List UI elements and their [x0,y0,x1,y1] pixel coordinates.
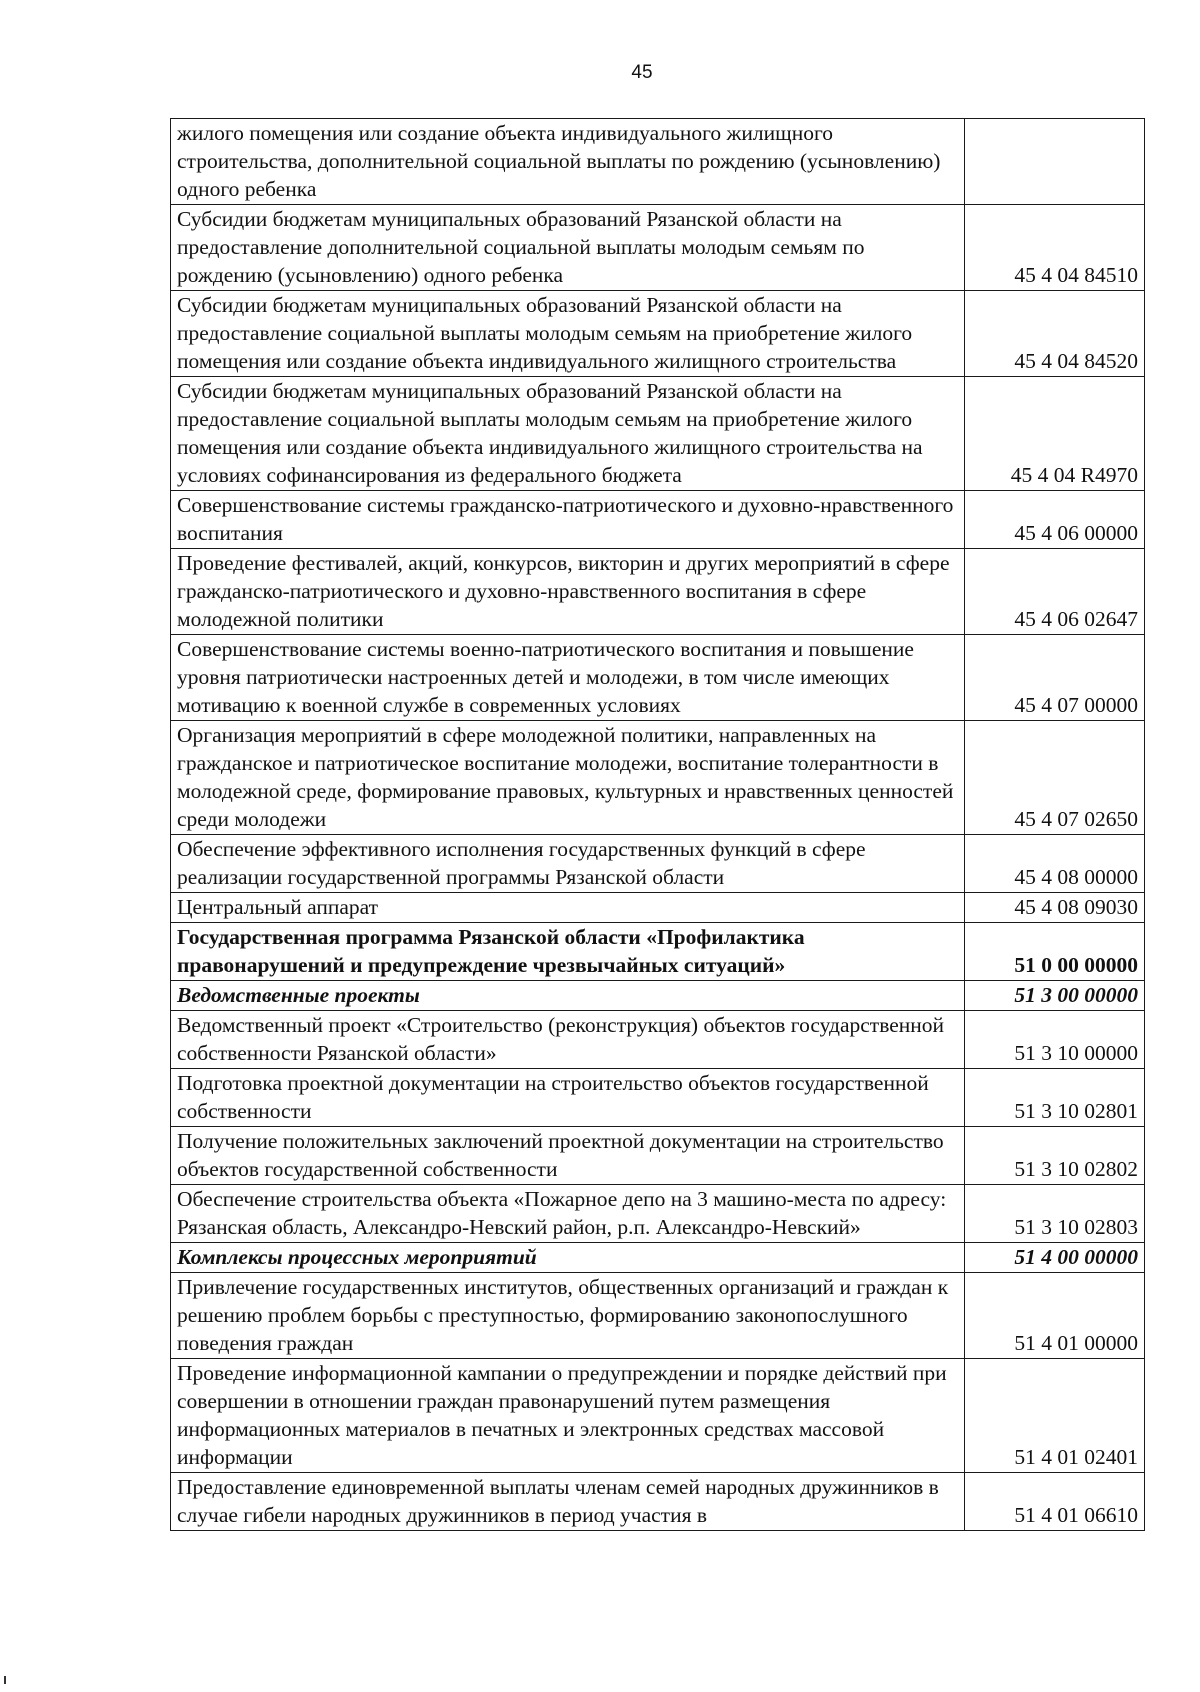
scan-edge-mark [4,1676,6,1684]
table-row [171,377,1145,491]
row-code-cell: 51 4 00 00000 [965,1243,1145,1273]
row-code-cell: 51 4 01 02401 [965,1359,1145,1473]
table-row [171,721,1145,835]
row-name-cell: жилого помещения или создание объекта индивидуального жилищного строительства, дополнительной социальной выплаты по рождению (усыновлению) одного ребенка [171,119,965,205]
table-row-section [171,981,1145,1011]
row-code-cell: 45 4 04 84510 [965,205,1145,291]
row-code-cell: 45 4 08 09030 [965,893,1145,923]
budget-classification-table [170,118,1145,1531]
table-row [171,119,1145,205]
table-row [171,1473,1145,1531]
table-row [171,1127,1145,1185]
table-row [171,205,1145,291]
row-name-cell: Ведомственный проект «Строительство (реконструкция) объектов государственной собственности Рязанской области» [171,1011,965,1069]
row-name-cell: Привлечение государственных институтов, общественных организаций и граждан к решению проблем борьбы с преступностью, формированию законопослушного поведения граждан [171,1273,965,1359]
row-code-cell: 51 3 10 02801 [965,1069,1145,1127]
row-code-cell: 51 3 00 00000 [965,981,1145,1011]
table-row [171,491,1145,549]
row-code-cell: 51 0 00 00000 [965,923,1145,981]
row-name-cell: Организация мероприятий в сфере молодежной политики, направленных на гражданское и патриотическое воспитание молодежи, воспитание толерантности в молодежной среде, формирование правовых, культурных и нравственных ценностей среди молодежи [171,721,965,835]
row-code-cell: 51 4 01 00000 [965,1273,1145,1359]
row-name-cell: Центральный аппарат [171,893,965,923]
row-name-cell: Получение положительных заключений проектной документации на строительство объектов государственной собственности [171,1127,965,1185]
page-number: 45 [631,62,653,83]
row-code-cell: 45 4 04 84520 [965,291,1145,377]
table-row [171,1359,1145,1473]
row-name-cell: Совершенствование системы гражданско-патриотического и духовно-нравственного воспитания [171,491,965,549]
row-code-cell: 45 4 08 00000 [965,835,1145,893]
row-code-cell: 45 4 04 R4970 [965,377,1145,491]
row-name-cell: Предоставление единовременной выплаты членам семей народных дружинников в случае гибели народных дружинников в период участия в [171,1473,965,1531]
row-name-cell: Субсидии бюджетам муниципальных образований Рязанской области на предоставление социальной выплаты молодым семьям на приобретение жилого помещения или создание объекта индивидуального жилищного строительства на условиях софинансирования из федерального бюджета [171,377,965,491]
row-name-cell: Проведение информационной кампании о предупреждении и порядке действий при совершении в отношении граждан правонарушений путем размещения информационных материалов в печатных и электронных средствах массовой информации [171,1359,965,1473]
row-name-cell: Совершенствование системы военно-патриотического воспитания и повышение уровня патриотически настроенных детей и молодежи, в том числе имеющих мотивацию к военной службе в современных условиях [171,635,965,721]
table-row [171,1185,1145,1243]
table-row [171,893,1145,923]
table-row [171,1011,1145,1069]
row-code-cell: 51 3 10 02803 [965,1185,1145,1243]
table-row [171,635,1145,721]
table-row [171,291,1145,377]
row-name-cell: Обеспечение строительства объекта «Пожарное депо на 3 машино-места по адресу: Рязанская область, Александро-Невский район, р.п. Александро-Невский» [171,1185,965,1243]
row-name-cell: Субсидии бюджетам муниципальных образований Рязанской области на предоставление социальной выплаты молодым семьям на приобретение жилого помещения или создание объекта индивидуального жилищного строительства [171,291,965,377]
row-code-cell: 51 4 01 06610 [965,1473,1145,1531]
row-name-cell: Подготовка проектной документации на строительство объектов государственной собственности [171,1069,965,1127]
row-code-cell: 45 4 06 02647 [965,549,1145,635]
table-row [171,549,1145,635]
row-name-cell: Комплексы процессных мероприятий [171,1243,965,1273]
row-name-cell: Обеспечение эффективного исполнения государственных функций в сфере реализации государственной программы Рязанской области [171,835,965,893]
row-code-cell: 45 4 07 00000 [965,635,1145,721]
table-row [171,1069,1145,1127]
row-name-cell: Субсидии бюджетам муниципальных образований Рязанской области на предоставление дополнительной социальной выплаты молодым семьям по рождению (усыновлению) одного ребенка [171,205,965,291]
row-name-cell: Проведение фестивалей, акций, конкурсов, викторин и других мероприятий в сфере гражданско-патриотического и духовно-нравственного воспитания в сфере молодежной политики [171,549,965,635]
table-body [171,119,1145,1531]
table-row [171,1273,1145,1359]
row-code-cell: 51 3 10 00000 [965,1011,1145,1069]
table-row-program [171,923,1145,981]
row-code-cell: 51 3 10 02802 [965,1127,1145,1185]
row-code-cell [965,119,1145,205]
row-name-cell: Ведомственные проекты [171,981,965,1011]
table-row [171,835,1145,893]
row-name-cell: Государственная программа Рязанской области «Профилактика правонарушений и предупреждение чрезвычайных ситуаций» [171,923,965,981]
table-row-section [171,1243,1145,1273]
row-code-cell: 45 4 06 00000 [965,491,1145,549]
row-code-cell: 45 4 07 02650 [965,721,1145,835]
